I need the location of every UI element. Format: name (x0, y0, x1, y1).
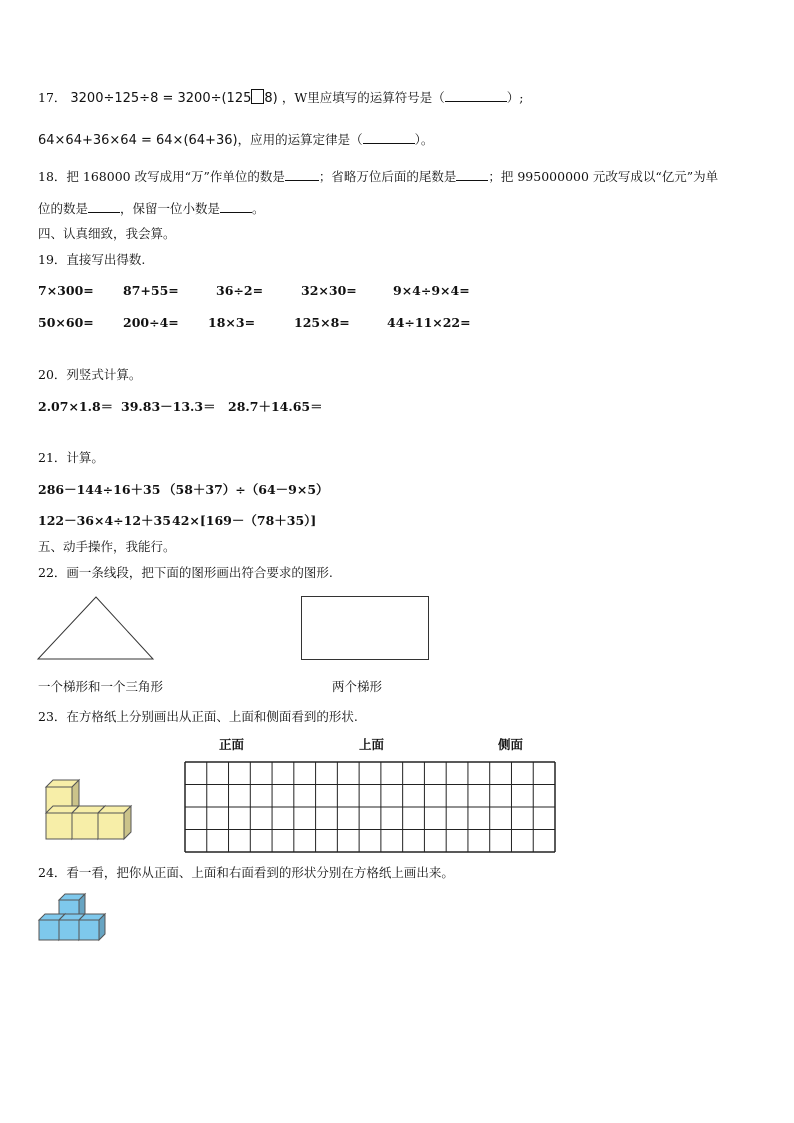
q20-title: 20．列竖式计算。 (38, 367, 142, 382)
q19-item: 50×60= (38, 315, 94, 330)
q23-title: 23．在方格纸上分别画出从正面、上面和侧面看到的形状. (38, 709, 358, 724)
q18-number: 18． (38, 169, 67, 184)
q19-item: 32×30= (301, 283, 357, 298)
q19-item: 87+55= (123, 283, 179, 298)
q22-label-triangle: 一个梯形和一个三角形 (38, 679, 164, 694)
q20-item: 39.83－13.3＝ (121, 399, 216, 414)
q21-item: 42×[169－（78＋35）] (172, 513, 317, 528)
q18-line1: 18．把 168000 改写成用“万”作单位的数是 ；省略万位后面的尾数是 ；把 995000000 元改写成以“亿元”为单 (38, 169, 719, 184)
view-label-top: 上面 (359, 737, 385, 752)
q17-expression: 3200÷125÷8 = 3200÷(125 8) (70, 91, 278, 106)
view-label-side: 侧面 (498, 737, 524, 752)
section-4-heading: 四、认真细致，我会算。 (38, 226, 176, 241)
q19-item: 18×3= (208, 315, 256, 330)
q17-line2: 64×64+36×64 = 64×(64+36)，应用的运算定律是（ ）。 (38, 132, 434, 148)
view-label-front: 正面 (219, 737, 245, 752)
q21-item: 122－36×4÷12＋35 (38, 513, 171, 528)
section-5-heading: 五、动手操作，我能行。 (38, 539, 176, 554)
q19-item: 200÷4= (123, 315, 179, 330)
q21-title: 21．计算。 (38, 450, 104, 465)
cube-front-face (59, 920, 79, 940)
q19-item: 36÷2= (216, 283, 264, 298)
q20-item: 28.7＋14.65＝ (228, 399, 323, 414)
q22-label-rectangle: 两个梯形 (332, 679, 383, 694)
q17-number: 17． (38, 90, 67, 105)
q19-item: 9×4÷9×4= (393, 283, 470, 298)
q17-expression-2: 64×64+36×64 = 64×(64+36) (38, 133, 238, 148)
q19-item: 44÷11×22= (387, 315, 471, 330)
q24-title: 24．看一看，把你从正面、上面和右面看到的形状分别在方格纸上画出来。 (38, 865, 454, 880)
cube-front-face (39, 920, 59, 940)
q17-prompt: ，W里应填写的运算符号是（ (281, 90, 445, 105)
cube-front-face (79, 920, 99, 940)
q19-item: 7×300= (38, 283, 94, 298)
q20-item: 2.07×1.8＝ (38, 399, 114, 414)
q17-line1: 17． 3200÷125÷8 = 3200÷(125 8) ，W里应填写的运算符号是（ ）; (38, 90, 524, 106)
q22-title: 22．画一条线段，把下面的图形画出符合要求的图形. (38, 565, 333, 580)
q18-line2: 位的数是 ，保留一位小数是 。 (38, 201, 265, 216)
q21-item: （58＋37）÷（64－9×5） (163, 482, 329, 497)
q21-item: 286－144÷16＋35 (38, 482, 161, 497)
q17-prompt-2: ，应用的运算定律是（ (237, 132, 363, 147)
q19-item: 125×8= (294, 315, 350, 330)
q19-title: 19．直接写出得数. (38, 252, 146, 267)
